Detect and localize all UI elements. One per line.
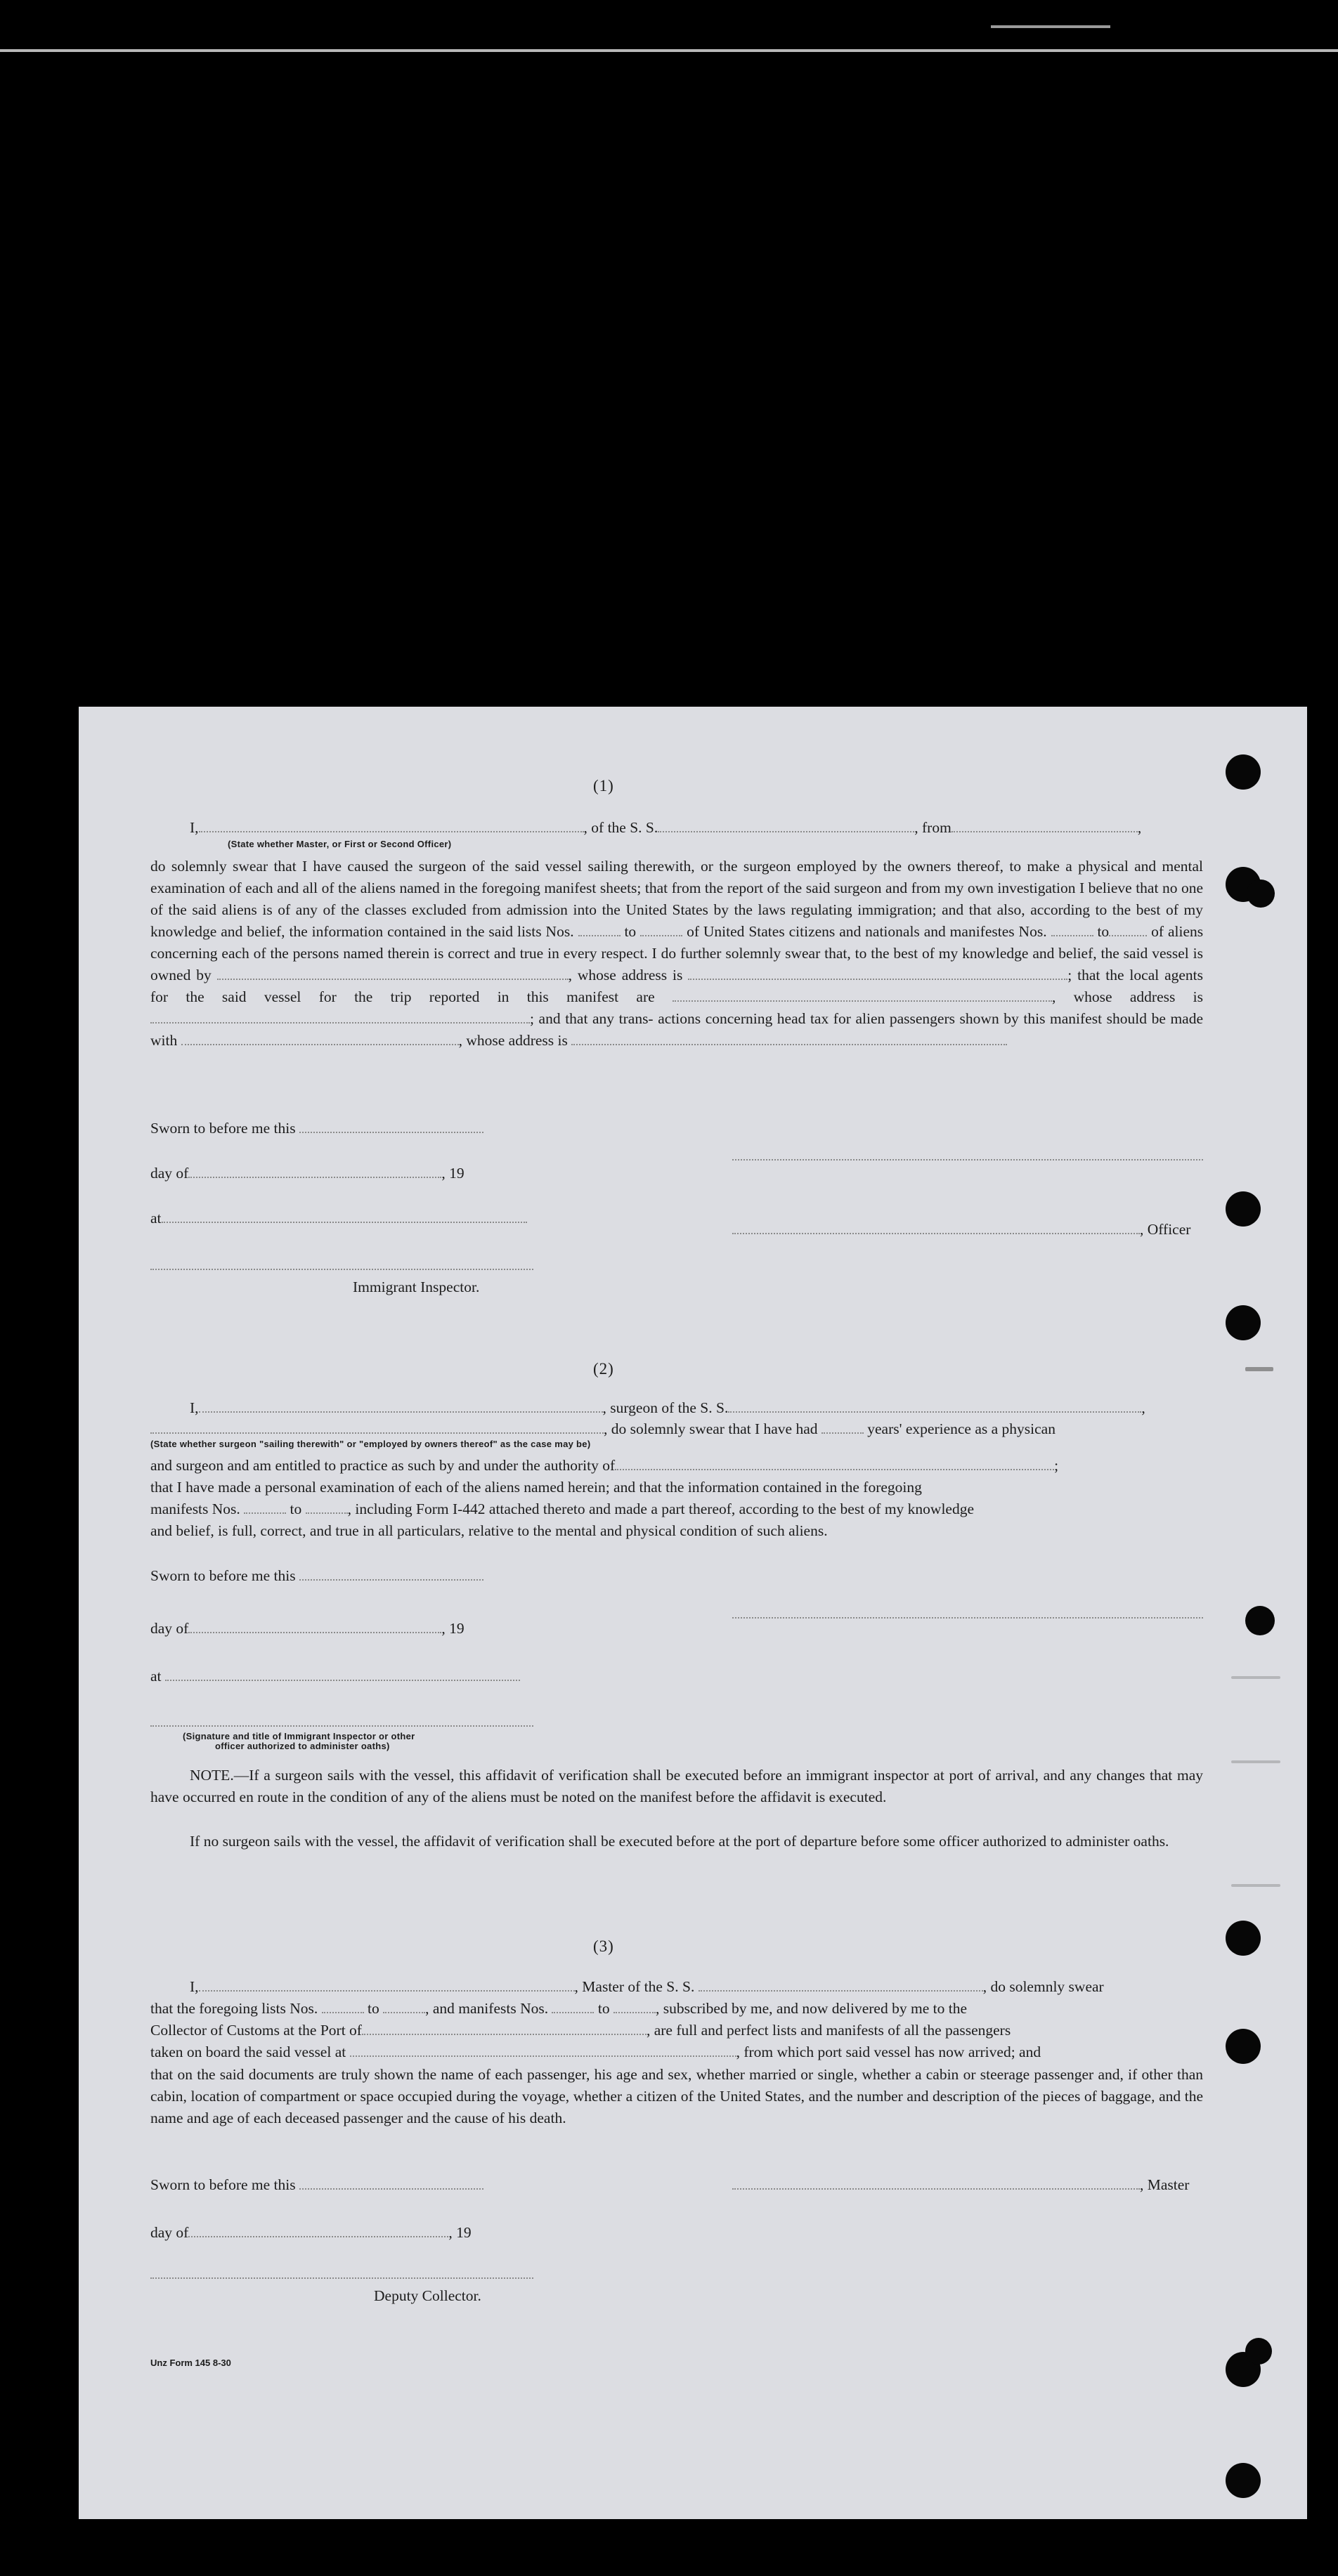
section2-line1: I, , surgeon of the S. S. , (190, 1399, 1145, 1416)
owner-field[interactable] (217, 969, 569, 980)
officer-caption: (State whether Master, or First or Second Officer) (228, 839, 452, 849)
owner-address-field[interactable] (688, 969, 1067, 980)
surgeon-manifests-to[interactable] (306, 1503, 348, 1514)
master-manifests-to[interactable] (613, 2002, 656, 2013)
sworn-date-field[interactable] (299, 1122, 483, 1133)
section-number: (1) (593, 777, 614, 795)
manifests-to-field[interactable] (1109, 925, 1147, 936)
officer-field[interactable] (199, 821, 584, 832)
manifests-from-field[interactable] (1051, 925, 1093, 936)
form-content (79, 707, 1307, 2519)
label-from: , from (914, 819, 951, 836)
head-tax-field[interactable] (181, 1034, 459, 1045)
authority-field[interactable] (615, 1459, 1054, 1470)
section2-line2: , do solemnly swear that I have had years' experience as a physican (150, 1420, 1056, 1438)
inspector-label: Immigrant Inspector. (353, 1279, 480, 1295)
master-signature-line: , Master (732, 2176, 1189, 2194)
section2-line5: manifests Nos. to , including Form I-442 attached thereto and made a part thereof, according to the best of my knowledge (150, 1501, 975, 1517)
master-vessel-field[interactable] (699, 1980, 983, 1992)
top-scan-mark (991, 25, 1110, 28)
master-name-field[interactable] (199, 1980, 575, 1992)
signature-line (732, 1617, 1203, 1619)
collector-signature-line (150, 2277, 533, 2279)
day-of-field[interactable] (188, 1622, 441, 1633)
section1-line1: I, , of the S. S. , from , (190, 819, 1142, 836)
at-field[interactable] (162, 1212, 527, 1223)
surgeon-vessel-field[interactable] (728, 1401, 1141, 1413)
signature-line (732, 1159, 1203, 1160)
section3-body: that on the said documents are truly shown the name of each passenger, his age and sex, whether married or single, whether a cabin or steerage passenger and, if other than cabin, location of compartment or space occupied during the voyage, whether a citizen of the United States, and the number and description of the pieces of baggage, and the name and age of each deceased passenger and the cause of his death. (150, 2066, 1203, 2126)
signature-caption: officer authorized to administer oaths) (215, 1741, 390, 1751)
at-field[interactable] (165, 1670, 520, 1681)
officer-signature-line: , Officer (732, 1221, 1190, 1238)
lists-to-field[interactable] (640, 925, 682, 936)
signature-caption: (Signature and title of Immigrant Inspector or other (183, 1731, 415, 1741)
section2-line6: and belief, is full, correct, and true in all particulars, relative to the mental and physical condition of such aliens. (150, 1522, 828, 1539)
note-paragraph: If no surgeon sails with the vessel, the affidavit of verification shall be executed before at the port of departure before some officer authorized to administer oaths. (190, 1833, 1169, 1850)
master-lists-from[interactable] (322, 2002, 364, 2013)
section-number: (3) (593, 1937, 614, 1955)
day-of-line: day of , 19 (150, 2224, 472, 2241)
day-of-line: day of , 19 (150, 1165, 465, 1182)
master-manifests-from[interactable] (552, 2002, 594, 2013)
section3-line3: Collector of Customs at the Port of , are full and perfect lists and manifests of all the passengers (150, 2022, 1011, 2039)
agents-address-field[interactable] (150, 1012, 530, 1024)
sworn-line: Sworn to before me this (150, 1567, 483, 1585)
at-line: at (150, 1210, 527, 1227)
surgeon-caption: (State whether surgeon "sailing therewith" or "employed by owners thereof" as the case may be) (150, 1439, 591, 1449)
lists-from-field[interactable] (578, 925, 621, 936)
label-i: I, (190, 819, 199, 836)
sworn-date-field[interactable] (299, 2178, 483, 2190)
sworn-date-field[interactable] (299, 1569, 483, 1581)
inspector-signature-line (150, 1269, 533, 1270)
officer-signature-field[interactable] (732, 1223, 1140, 1234)
collector-label: Deputy Collector. (374, 2287, 481, 2304)
note-paragraph: NOTE.—If a surgeon sails with the vessel, this affidavit of verification shall be executed before an immigrant inspector at port of arrival, and any changes that may have occurred en route in the condition of any of the aliens must be noted on the manifest before the affidavit is executed. (150, 1767, 1203, 1805)
form-sheet (79, 707, 1307, 2519)
master-signature-field[interactable] (732, 2178, 1140, 2190)
surgeon-manifests-from[interactable] (244, 1503, 286, 1514)
day-of-field[interactable] (188, 1167, 441, 1178)
sworn-line: Sworn to before me this (150, 1120, 483, 1137)
section2-line3: and surgeon and am entitled to practice as such by and under the authority of ; (150, 1457, 1059, 1474)
vessel-field[interactable] (658, 821, 914, 832)
section-number: (2) (593, 1360, 614, 1378)
port-of-field[interactable] (362, 2024, 647, 2035)
boarded-at-field[interactable] (350, 2046, 736, 2057)
section3-line4: taken on board the said vessel at , from which port said vessel has now arrived; and (150, 2044, 1041, 2060)
inspector-signature-line (150, 1725, 533, 1727)
port-from-field[interactable] (951, 821, 1138, 832)
section2-line4: that I have made a personal examination of each of the aliens named herein; and that the information contained in the foregoing (150, 1479, 922, 1496)
form-number: Unz Form 145 8-30 (150, 2358, 231, 2368)
day-of-field[interactable] (188, 2226, 448, 2237)
day-of-line: day of , 19 (150, 1620, 465, 1637)
top-scan-line (0, 49, 1338, 52)
sworn-line: Sworn to before me this (150, 2176, 483, 2194)
master-lists-to[interactable] (383, 2002, 425, 2013)
years-experience-field[interactable] (821, 1423, 864, 1434)
agents-field[interactable] (673, 990, 1052, 1002)
section3-line1: I, , Master of the S. S. , do solemnly swear (190, 1978, 1104, 1995)
label-of-ss: , of the S. S. (583, 819, 658, 836)
at-line: at (150, 1668, 520, 1685)
head-tax-address-field[interactable] (571, 1034, 1007, 1045)
section3-line2: that the foregoing lists Nos. to , and manifests Nos. to , subscribed by me, and now delivered by me to the (150, 2000, 967, 2017)
surgeon-name-field[interactable] (199, 1401, 603, 1413)
surgeon-type-field[interactable] (150, 1423, 604, 1434)
section1-body: do solemnly swear that I have caused the surgeon of the said vessel sailing therewith, or the surgeon employed by the owners thereof, to make a physical and mental examination of each and all of the aliens named in the foregoing manifest sheets; that from the report of the said surgeon and from my own investigation I believe that no one of the said aliens is of any of the classes excluded from admission into the United States by the laws regulating immigration; and that also, according to the best of my knowledge and belief, the information contained in the said lists Nos. to of United States citizens and nationals and manifestes Nos. to of aliens concerning each of the persons named therein is correct and true in every respect. I do further solemnly swear that, to the best of my knowledge and belief, the said vessel is owned by , whose address is ; that the local agents for the said vessel for the trip reported in this manifest are , whose address is ; and that any trans- actions concerning head tax for alien passengers shown by this manifest should be made with , whose address is (150, 858, 1204, 1049)
